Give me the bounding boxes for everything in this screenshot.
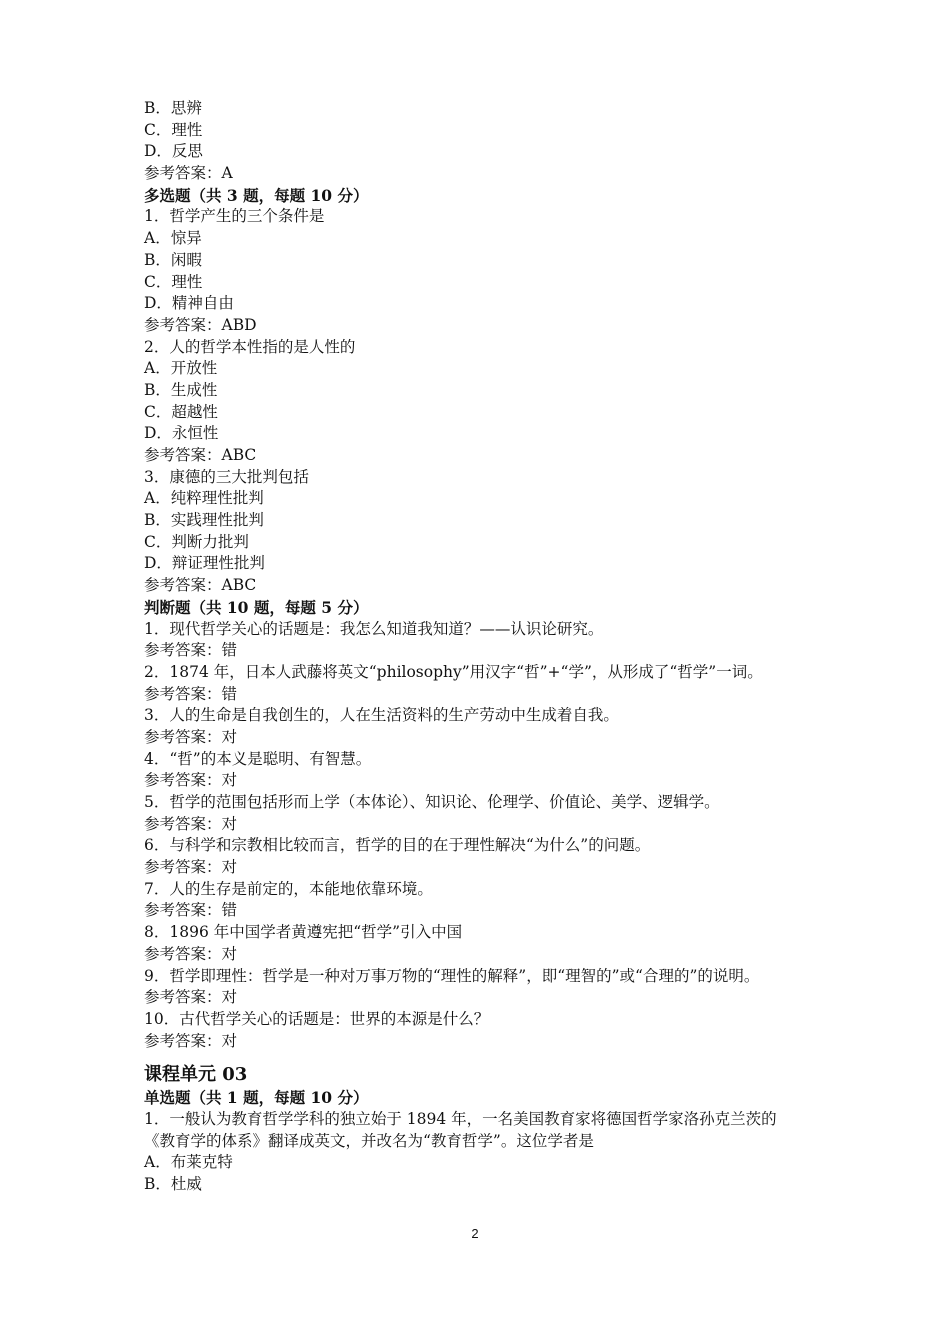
single-choice-heading: 单选题（共 1 题，每题 10 分） [144,1088,369,1108]
option-line: C．理性 [144,272,203,291]
option-line: C．理性 [144,120,203,139]
option-line: B．实践理性批判 [144,511,264,530]
option-line: D．永恒性 [144,424,219,443]
answer-line: 参考答案：对 [144,1031,238,1050]
true-false-heading: 判断题（共 10 题，每题 5 分） [144,597,369,617]
answer-line: 参考答案：对 [144,814,238,833]
question-line: 8．1896 年中国学者黄遵宪把“哲学”引入中国 [144,923,463,942]
question-line: 2．1874 年，日本人武藤将英文“philosophy”用汉字“哲”+“学”，从形成了“哲学”一词。 [144,662,763,681]
option-line: D．精神自由 [144,294,234,313]
answer-line: 参考答案：错 [144,684,238,703]
multi-choice-heading: 多选题（共 3 题，每题 10 分） [144,185,369,205]
answer-line: 参考答案：错 [144,901,238,920]
page-content [144,98,824,1196]
page-number: 2 [471,1226,479,1241]
option-line: B．杜威 [144,1175,202,1193]
option-line: A．开放性 [144,359,218,378]
question-line: 1．哲学产生的三个条件是 [144,207,325,226]
answer-line: 参考答案：ABC [144,446,257,464]
answer-line: 参考答案：A [144,164,233,183]
question-line: 3．康德的三大批判包括 [144,467,309,486]
option-line: C．超越性 [144,402,218,421]
question-line: 5．哲学的范围包括形而上学（本体论）、知识论、伦理学、价值论、美学、逻辑学。 [144,793,720,811]
answer-line: 参考答案：对 [144,988,238,1007]
answer-line: 参考答案：对 [144,858,238,877]
question-line: 9．哲学即理性：哲学是一种对万事万物的“理性的解释”，即“理智的”或“合理的”的说明。 [144,966,760,985]
question-line: 4．“哲”的本义是聪明、有智慧。 [144,749,372,768]
option-line: D．反思 [144,142,203,161]
question-line: 7．人的生存是前定的，本能地依靠环境。 [144,879,433,898]
question-line: 10．古代哲学关心的话题是：世界的本源是什么？ [144,1009,490,1028]
answer-line: 参考答案：错 [144,641,238,660]
answer-line: 参考答案：对 [144,727,238,746]
answer-line: 参考答案：ABD [144,315,257,334]
unit-title: 课程单元 03 [144,1064,248,1086]
answer-line: 参考答案：对 [144,944,238,963]
option-line: A．纯粹理性批判 [144,489,264,508]
option-line: B．思辨 [144,99,202,117]
question-line: 6．与科学和宗教相比较而言，哲学的目的在于理性解决“为什么”的问题。 [144,836,651,855]
answer-line: 参考答案：对 [144,771,238,790]
question-line: 3．人的生命是自我创生的，人在生活资料的生产劳动中生成着自我。 [144,706,619,725]
option-line: D．辩证理性批判 [144,554,265,573]
option-line: A．布莱克特 [144,1153,233,1172]
question-line: 2．人的哲学本性指的是人性的 [144,337,356,356]
option-line: B．生成性 [144,380,218,399]
option-line: B．闲暇 [144,250,202,269]
option-line: A．惊异 [144,229,202,248]
answer-line: 参考答案：ABC [144,576,257,595]
question-line: 1．现代哲学关心的话题是：我怎么知道我知道？——认识论研究。 [144,619,604,638]
option-line: C．判断力批判 [144,532,249,551]
question-line: 《教育学的体系》翻译成英文，并改名为“教育哲学”。这位学者是 [144,1131,594,1150]
question-line: 1．一般认为教育哲学学科的独立始于 1894 年，一名美国教育家将德国哲学家洛孙克兰茨的 [144,1109,777,1128]
